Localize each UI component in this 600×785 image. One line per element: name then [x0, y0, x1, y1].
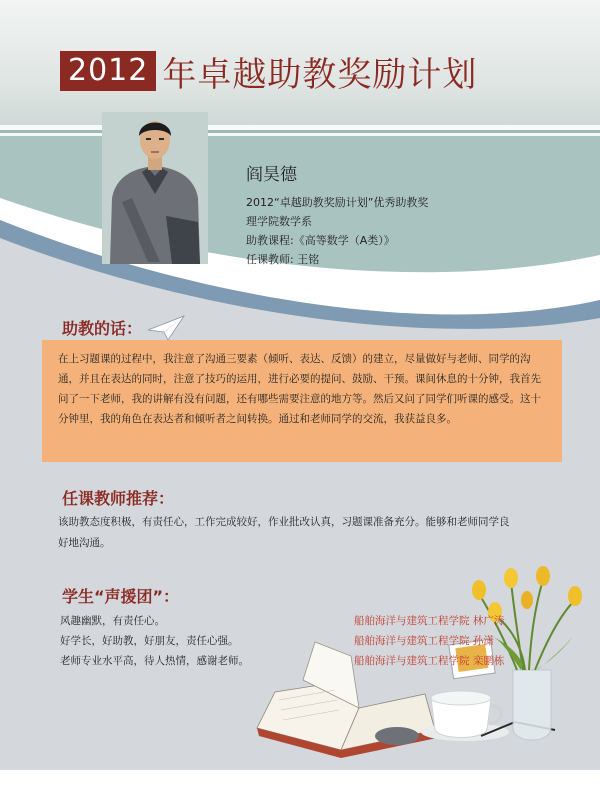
support-signature-1: 船舶海洋与建筑工程学院 林广涛	[354, 615, 505, 627]
teacher-recommendation-heading: 任课教师推荐：	[62, 489, 175, 508]
support-comment-3: 老师专业水平高，待人热情，感谢老师。	[60, 655, 249, 667]
assistant-words-heading: 助教的话：	[62, 319, 143, 338]
portrait-photo	[102, 112, 208, 264]
teacher-line: 任课教师: 王铭	[246, 253, 320, 266]
title-text: 年卓越助教奖励计划	[162, 54, 478, 95]
award-line: 2012“卓越助教奖励计划”优秀助教奖	[246, 196, 429, 209]
coffee-cup	[421, 691, 509, 741]
course-line: 助教课程:《高等数学（A类）》	[246, 234, 395, 247]
student-support-heading: 学生“声援团”：	[62, 587, 180, 606]
assistant-words-body: 在上习题课的过程中，我注意了沟通三要素（倾听、表达、反馈）的建立，尽量做好与老师、同学的沟通，并且在表达的同时，注意了技巧的运用，进行必要的提问、鼓励、干预。课间休息的十分钟，我首先问了一下老师，我的讲解有没有问题，还有哪些需要注意的地方等。然后又问了同学们听课的感受。这十分钟里，我的角色在表达者和倾听者之间转换。通过和老师同学的交流，我获益良多。	[58, 353, 541, 425]
support-signature-3: 船舶海洋与建筑工程学院 栾鹏栋	[354, 655, 505, 667]
paper-plane-icon	[146, 314, 186, 342]
assistant-words-box	[42, 340, 562, 462]
title-year: 2012	[60, 51, 156, 91]
support-comment-2: 好学长，好助教，好朋友，责任心强。	[60, 635, 239, 647]
support-signature-2: 船舶海洋与建筑工程学院 孙潇	[354, 635, 494, 647]
teacher-recommendation-body: 该助教态度积极，有责任心，工作完成较好，作业批改认真，习题课准备充分。能够和老师同学良好地沟通。	[58, 516, 510, 549]
department-line: 理学院数学系	[246, 215, 312, 228]
support-comment-1: 风趣幽默，有责任心。	[60, 615, 165, 627]
still-life-decoration	[255, 560, 600, 785]
assistant-name: 阎昊德	[246, 165, 297, 185]
poster-title	[60, 48, 580, 94]
